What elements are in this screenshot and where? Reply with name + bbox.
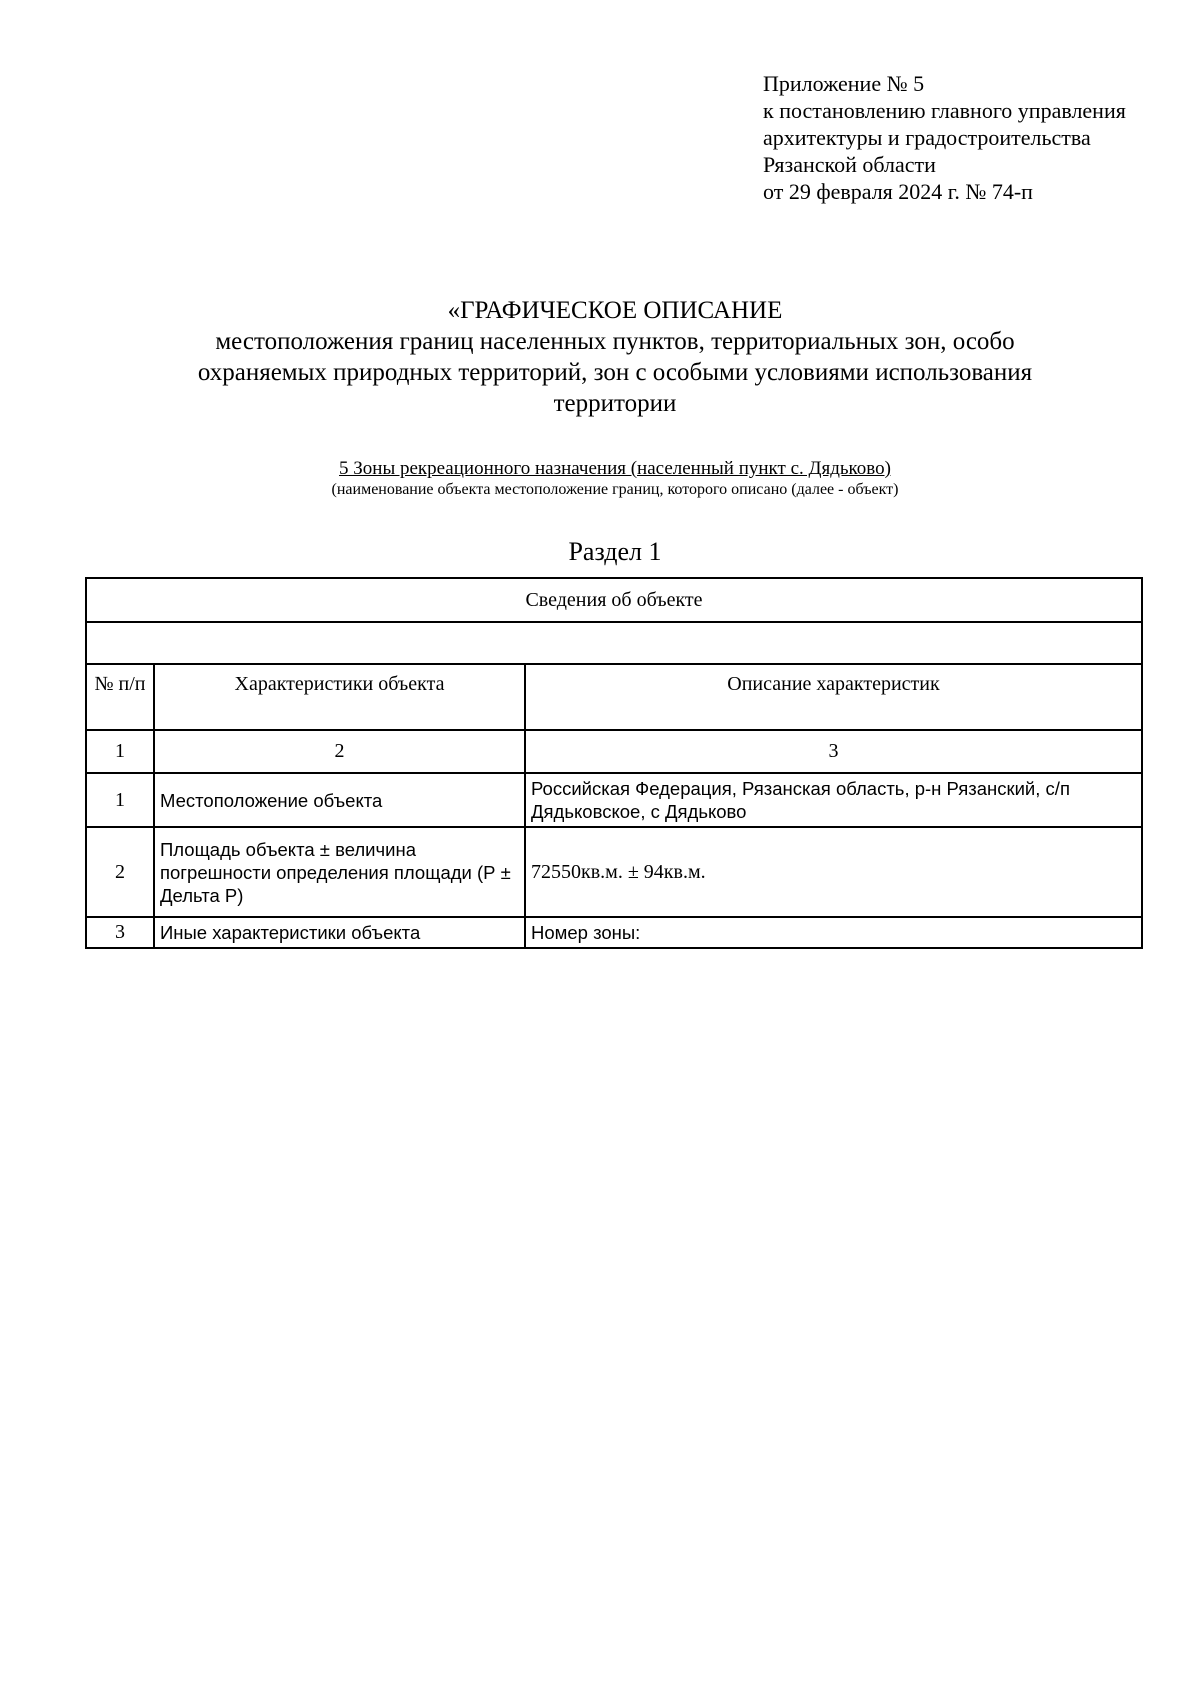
object-name: 5 Зоны рекреационного назначения (населенный пункт с. Дядьково) — [339, 458, 891, 479]
row-characteristic: Иные характеристики объекта — [154, 917, 525, 948]
row-description: Номер зоны: — [525, 917, 1142, 948]
column-number: 1 — [86, 730, 154, 773]
header-description: Описание характеристик — [525, 664, 1142, 730]
row-description: 72550кв.м. ± 94кв.м. — [525, 827, 1142, 917]
table-caption-row — [86, 578, 1142, 622]
column-number: 3 — [525, 730, 1142, 773]
header-num: № п/п — [86, 664, 154, 730]
table-empty-row — [86, 622, 1142, 664]
object-name-caption: (наименование объекта местоположение границ, которого описано (далее - объект) — [331, 481, 899, 498]
row-description: Российская Федерация, Рязанская область, р-н Рязанский, с/п Дядьковское, с Дядьково — [525, 773, 1142, 827]
table-row — [86, 917, 1142, 948]
table-row — [86, 827, 1142, 917]
section-title: Раздел 1 — [568, 537, 662, 566]
appendix-line: от 29 февраля 2024 г. № 74-п — [763, 179, 1033, 204]
title-line: «ГРАФИЧЕСКОЕ ОПИСАНИЕ — [447, 297, 783, 324]
table-header-row — [86, 664, 1142, 730]
header-characteristic: Характеристики объекта — [154, 664, 525, 730]
row-characteristic: Местоположение объекта — [154, 773, 525, 827]
table-row — [86, 773, 1142, 827]
object-info-table — [85, 577, 1143, 949]
title-line: местоположения границ населенных пунктов, территориальных зон, особо — [215, 328, 1015, 355]
appendix-line: к постановлению главного управления — [763, 98, 1126, 123]
object-name-block — [0, 458, 1200, 500]
appendix-line: Приложение № 5 — [763, 71, 925, 96]
row-num: 1 — [86, 773, 154, 827]
appendix-note — [763, 70, 1126, 205]
appendix-line: архитектуры и градостроительства — [763, 125, 1091, 150]
appendix-line: Рязанской области — [763, 152, 936, 177]
table-empty-cell — [86, 622, 1142, 664]
table-caption: Сведения об объекте — [86, 578, 1142, 622]
row-num: 2 — [86, 827, 154, 917]
document-title — [0, 295, 1200, 419]
title-line: территории — [553, 390, 677, 417]
title-line: охраняемых природных территорий, зон с особыми условиями использования — [197, 359, 1033, 386]
row-num: 3 — [86, 917, 154, 948]
row-characteristic: Площадь объекта ± величина погрешности определения площади (Р ± Дельта Р) — [154, 827, 525, 917]
column-numbers-row — [86, 730, 1142, 773]
column-number: 2 — [154, 730, 525, 773]
